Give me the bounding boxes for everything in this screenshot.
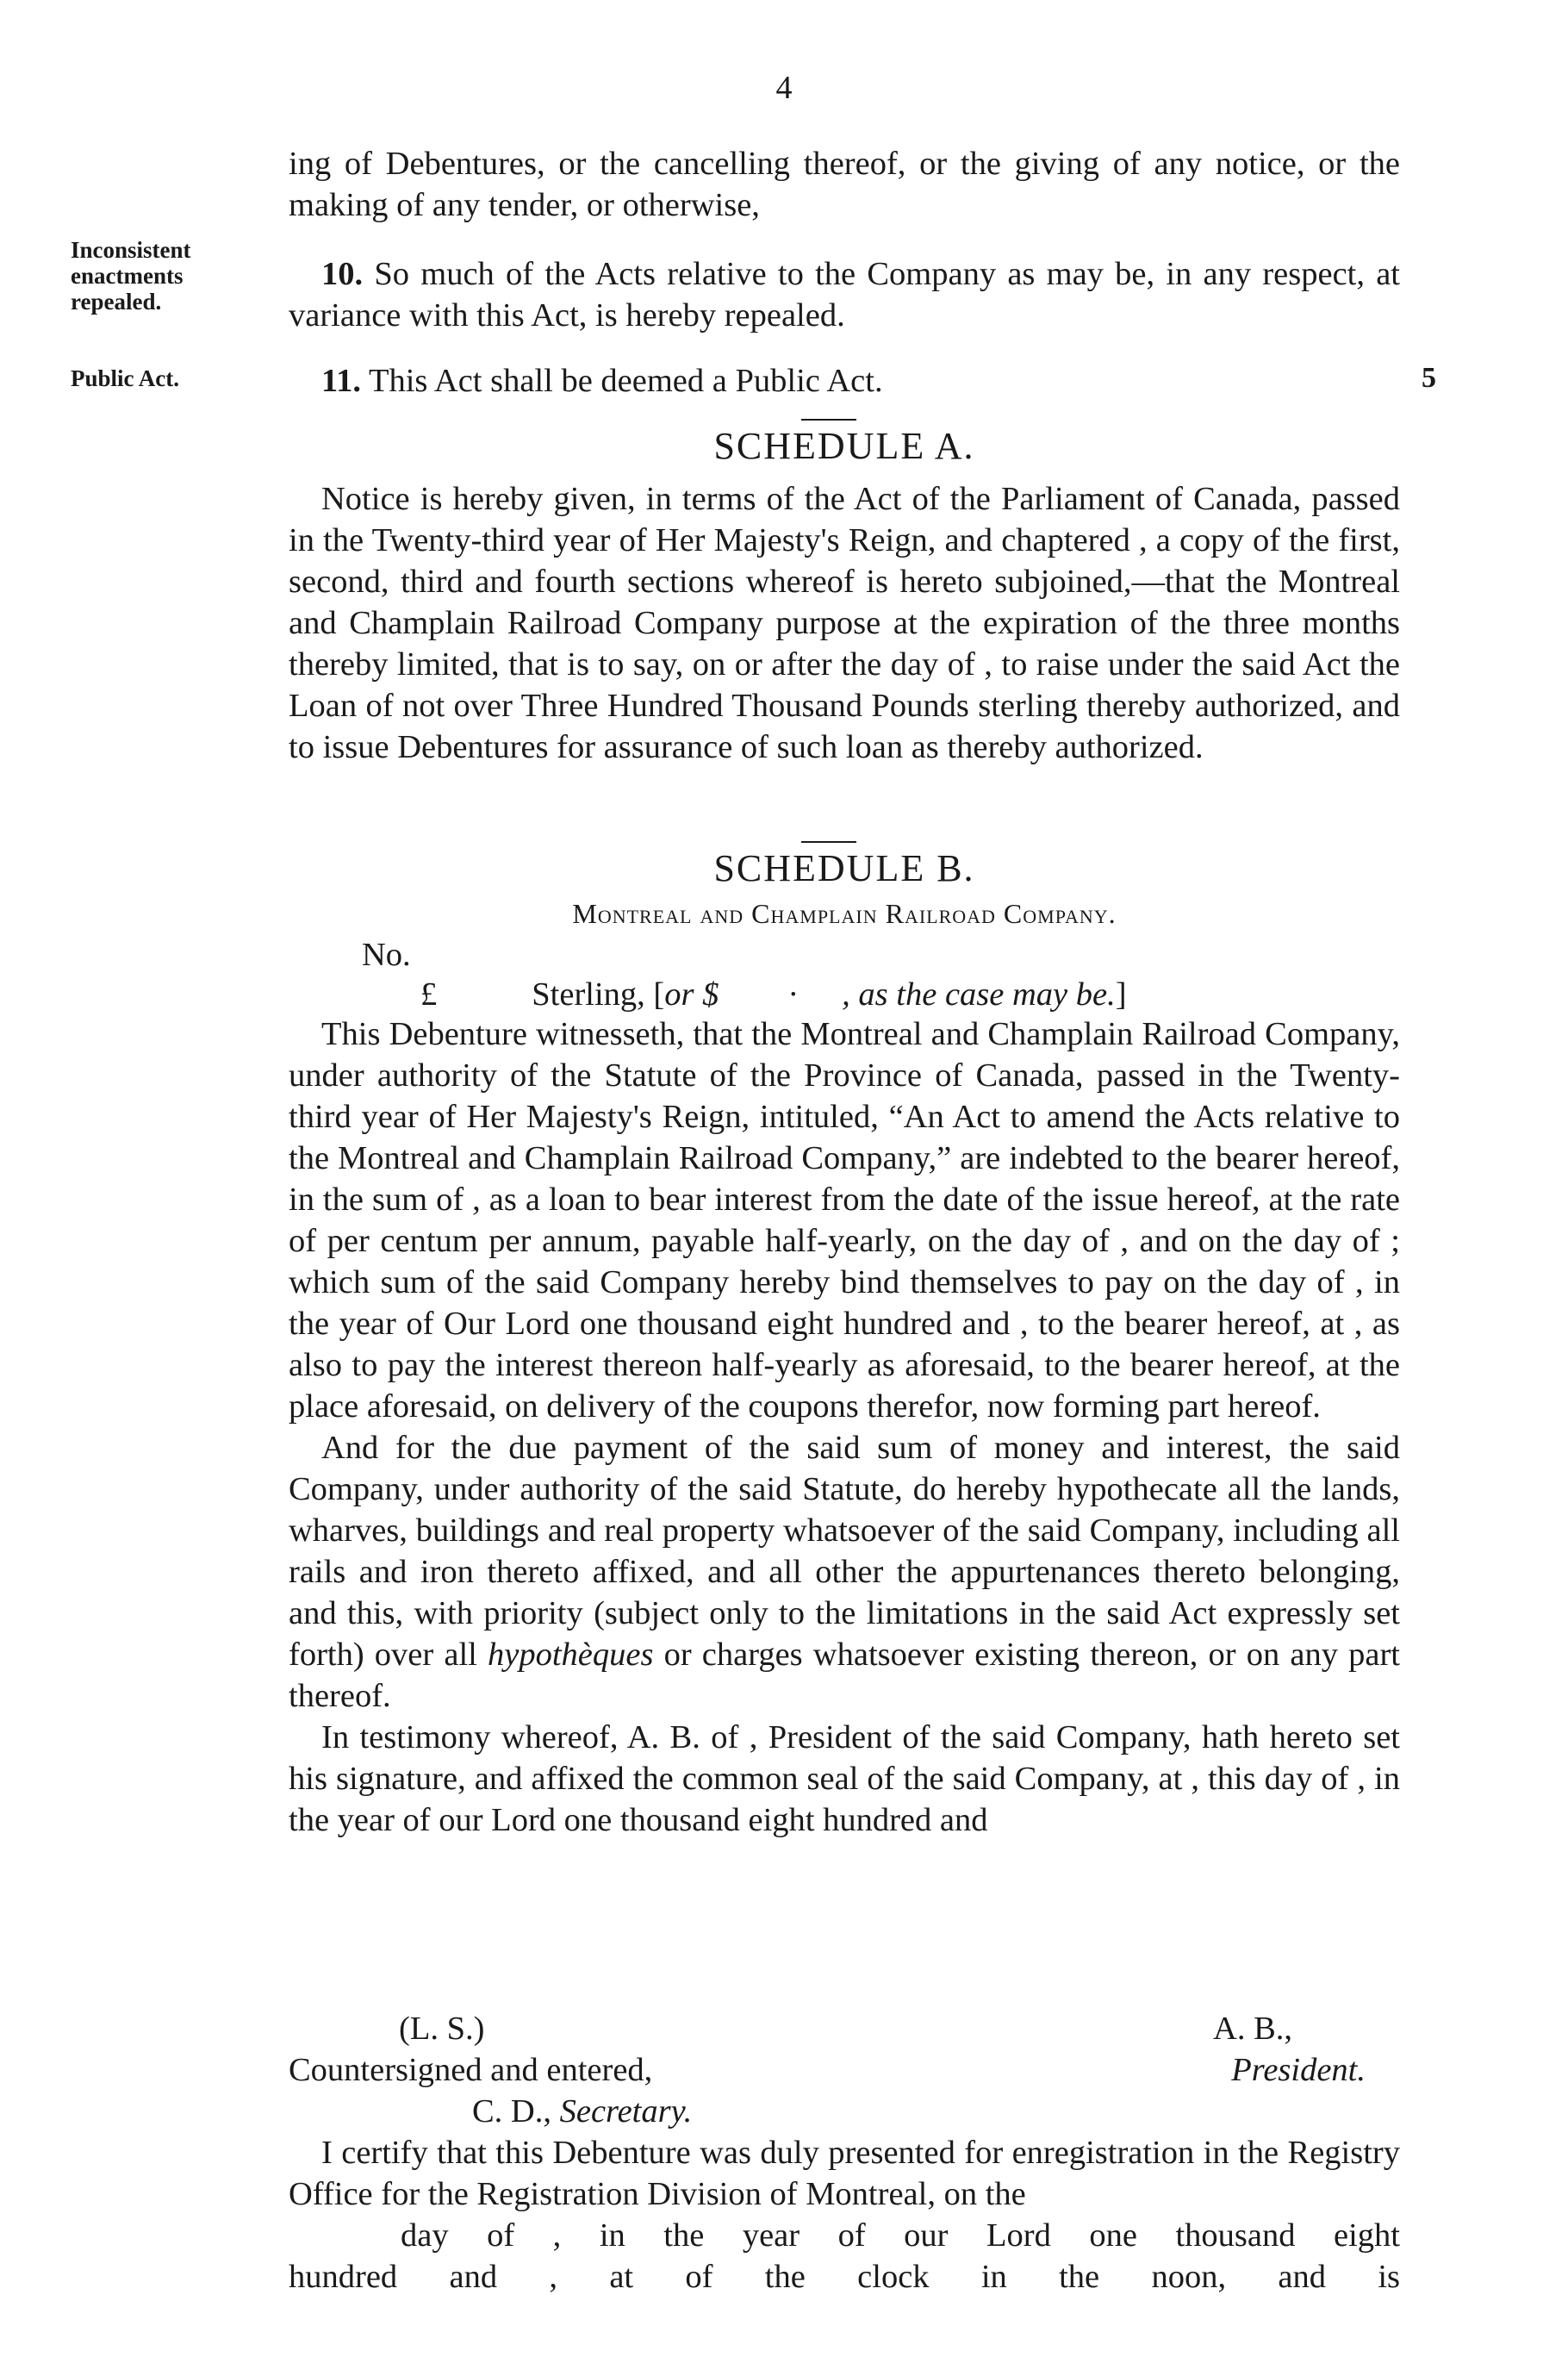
- close-bracket: ]: [1115, 976, 1127, 1013]
- section-11: [289, 360, 1400, 402]
- line-number: 5: [1422, 362, 1436, 394]
- debenture-para-1: This Debenture witnesseth, that the Montreal and Champlain Railroad Company, under authority of the Statute of the Province of Canada, passed in the Twenty-third year of Her Majesty's Reign, intituled, “An Act to amend the Acts relative to the Montreal and Champlain Railroad Company,” are indebted to the bearer hereof, in the sum of , as a loan to bear interest from the date of the issue hereof, at the rate of per centum per annum, payable half-yearly, on the day of , and on the day of ; which sum of the said Company hereby bind themselves to pay on the day of , in the year of Our Lord one thousand eight hundred and , to the bearer hereof, at , as also to pay the interest thereon half-yearly as aforesaid, to the bearer hereof, at the place aforesaid, on delivery of the coupons therefor, now forming part hereof.: [289, 1016, 1400, 1425]
- signatory-ab: A. B.,: [1213, 2011, 1292, 2047]
- margin-note-public-act: Public Act.: [71, 365, 179, 391]
- section-11-text: This Act shall be deemed a Public Act.: [368, 363, 883, 399]
- secretary-title: Secretary.: [559, 2093, 693, 2129]
- seal-ls: (L. S.): [399, 2011, 485, 2047]
- divider-a: [801, 419, 856, 421]
- schedule-b-heading: SCHEDULE B.: [713, 847, 975, 889]
- certificate-para: I certify that this Debenture was duly presented for enregistration in the Registry Office for the Registration Division of Montreal, on the: [289, 2135, 1400, 2212]
- section-10-number: 10.: [321, 256, 364, 292]
- debenture-body: [289, 1013, 1400, 1841]
- continuation-text: [289, 143, 1400, 226]
- pound-sign: £: [420, 976, 438, 1013]
- certificate-body: [289, 2132, 1400, 2298]
- debenture-number: No.: [362, 937, 411, 973]
- page-number: 4: [775, 70, 793, 106]
- countersigned-row: [289, 2049, 1400, 2091]
- schedule-a-heading: SCHEDULE A.: [713, 425, 975, 467]
- countersigned-label: Countersigned and entered,: [289, 2052, 653, 2088]
- section-10: [289, 253, 1400, 336]
- section-10-paragraph: [289, 253, 1400, 336]
- middle-dot: ·: [787, 976, 800, 1013]
- schedule-a-paragraph: Notice is hereby given, in terms of the Act of the Parliament of Canada, passed in the Twenty-third year of Her Majesty's Reign, and chaptered , a copy of the first, second, third and fourth sections whereof is hereto subjoined,—that the Montreal and Champlain Railroad Company purpose at the expiration of the three months thereby limited, that is to say, on or after the day of , to raise under the said Act the Loan of not over Three Hundred Thousand Pounds sterling thereby authorized, and to issue Debentures for assurance of such loan as thereby authorized.: [289, 481, 1400, 765]
- case-phrase: , as the case may be.: [842, 976, 1116, 1013]
- section-10-text: So much of the Acts relative to the Company as may be, in any respect, at variance with this Act, is hereby repealed.: [289, 256, 1400, 334]
- certificate-line-3: hundred and , at of the clock in the noon, and is: [289, 2259, 1400, 2295]
- certificate-line-2: day of , in the year of our Lord one thousand eight: [401, 2217, 1400, 2254]
- secretary-row: [472, 2091, 692, 2132]
- continuation-paragraph: ing of Debentures, or the cancelling thereof, or the giving of any notice, or the making of any tender, or otherwise,: [289, 146, 1400, 223]
- divider-b: [801, 841, 856, 843]
- signatory-cd: C. D.,: [472, 2093, 551, 2129]
- para-2-after: or charges whatsoever existing thereon, or on any part thereof.: [289, 1637, 1400, 1714]
- margin-note-inconsistent: Inconsistent enactments repealed.: [71, 237, 191, 315]
- para-2-before: And for the due payment of the said sum of money and interest, the said Company, under authority of the said Statute, do hereby hypothecate all the lands, wharves, buildings and real property whatsoever of the said Company, including all rails and iron thereto affixed, and all other the appurtenances thereto belonging, and this, with priority (subject only to the limitations in the said Act expressly set forth) over all: [289, 1430, 1400, 1673]
- debenture-para-2: [289, 1427, 1400, 1717]
- schedule-b-company: Montreal and Champlain Railroad Company.: [572, 898, 1117, 929]
- schedule-a-body: [289, 478, 1400, 768]
- section-11-paragraph: [289, 360, 1400, 402]
- or-dollar: or $: [664, 976, 719, 1013]
- sterling-label: Sterling, [: [532, 976, 665, 1013]
- sterling-line: [420, 974, 1127, 1015]
- debenture-para-3: In testimony whereof, A. B. of , President of the said Company, hath hereto set his signature, and affixed the common seal of the said Company, at , this day of , in the year of our Lord one thousand eight hundred and: [289, 1719, 1400, 1838]
- president-title: President.: [1231, 2052, 1366, 2088]
- section-11-number: 11.: [321, 363, 362, 399]
- hypotheques: hypothèques: [487, 1637, 654, 1673]
- seal-signature-row: [289, 2008, 1400, 2049]
